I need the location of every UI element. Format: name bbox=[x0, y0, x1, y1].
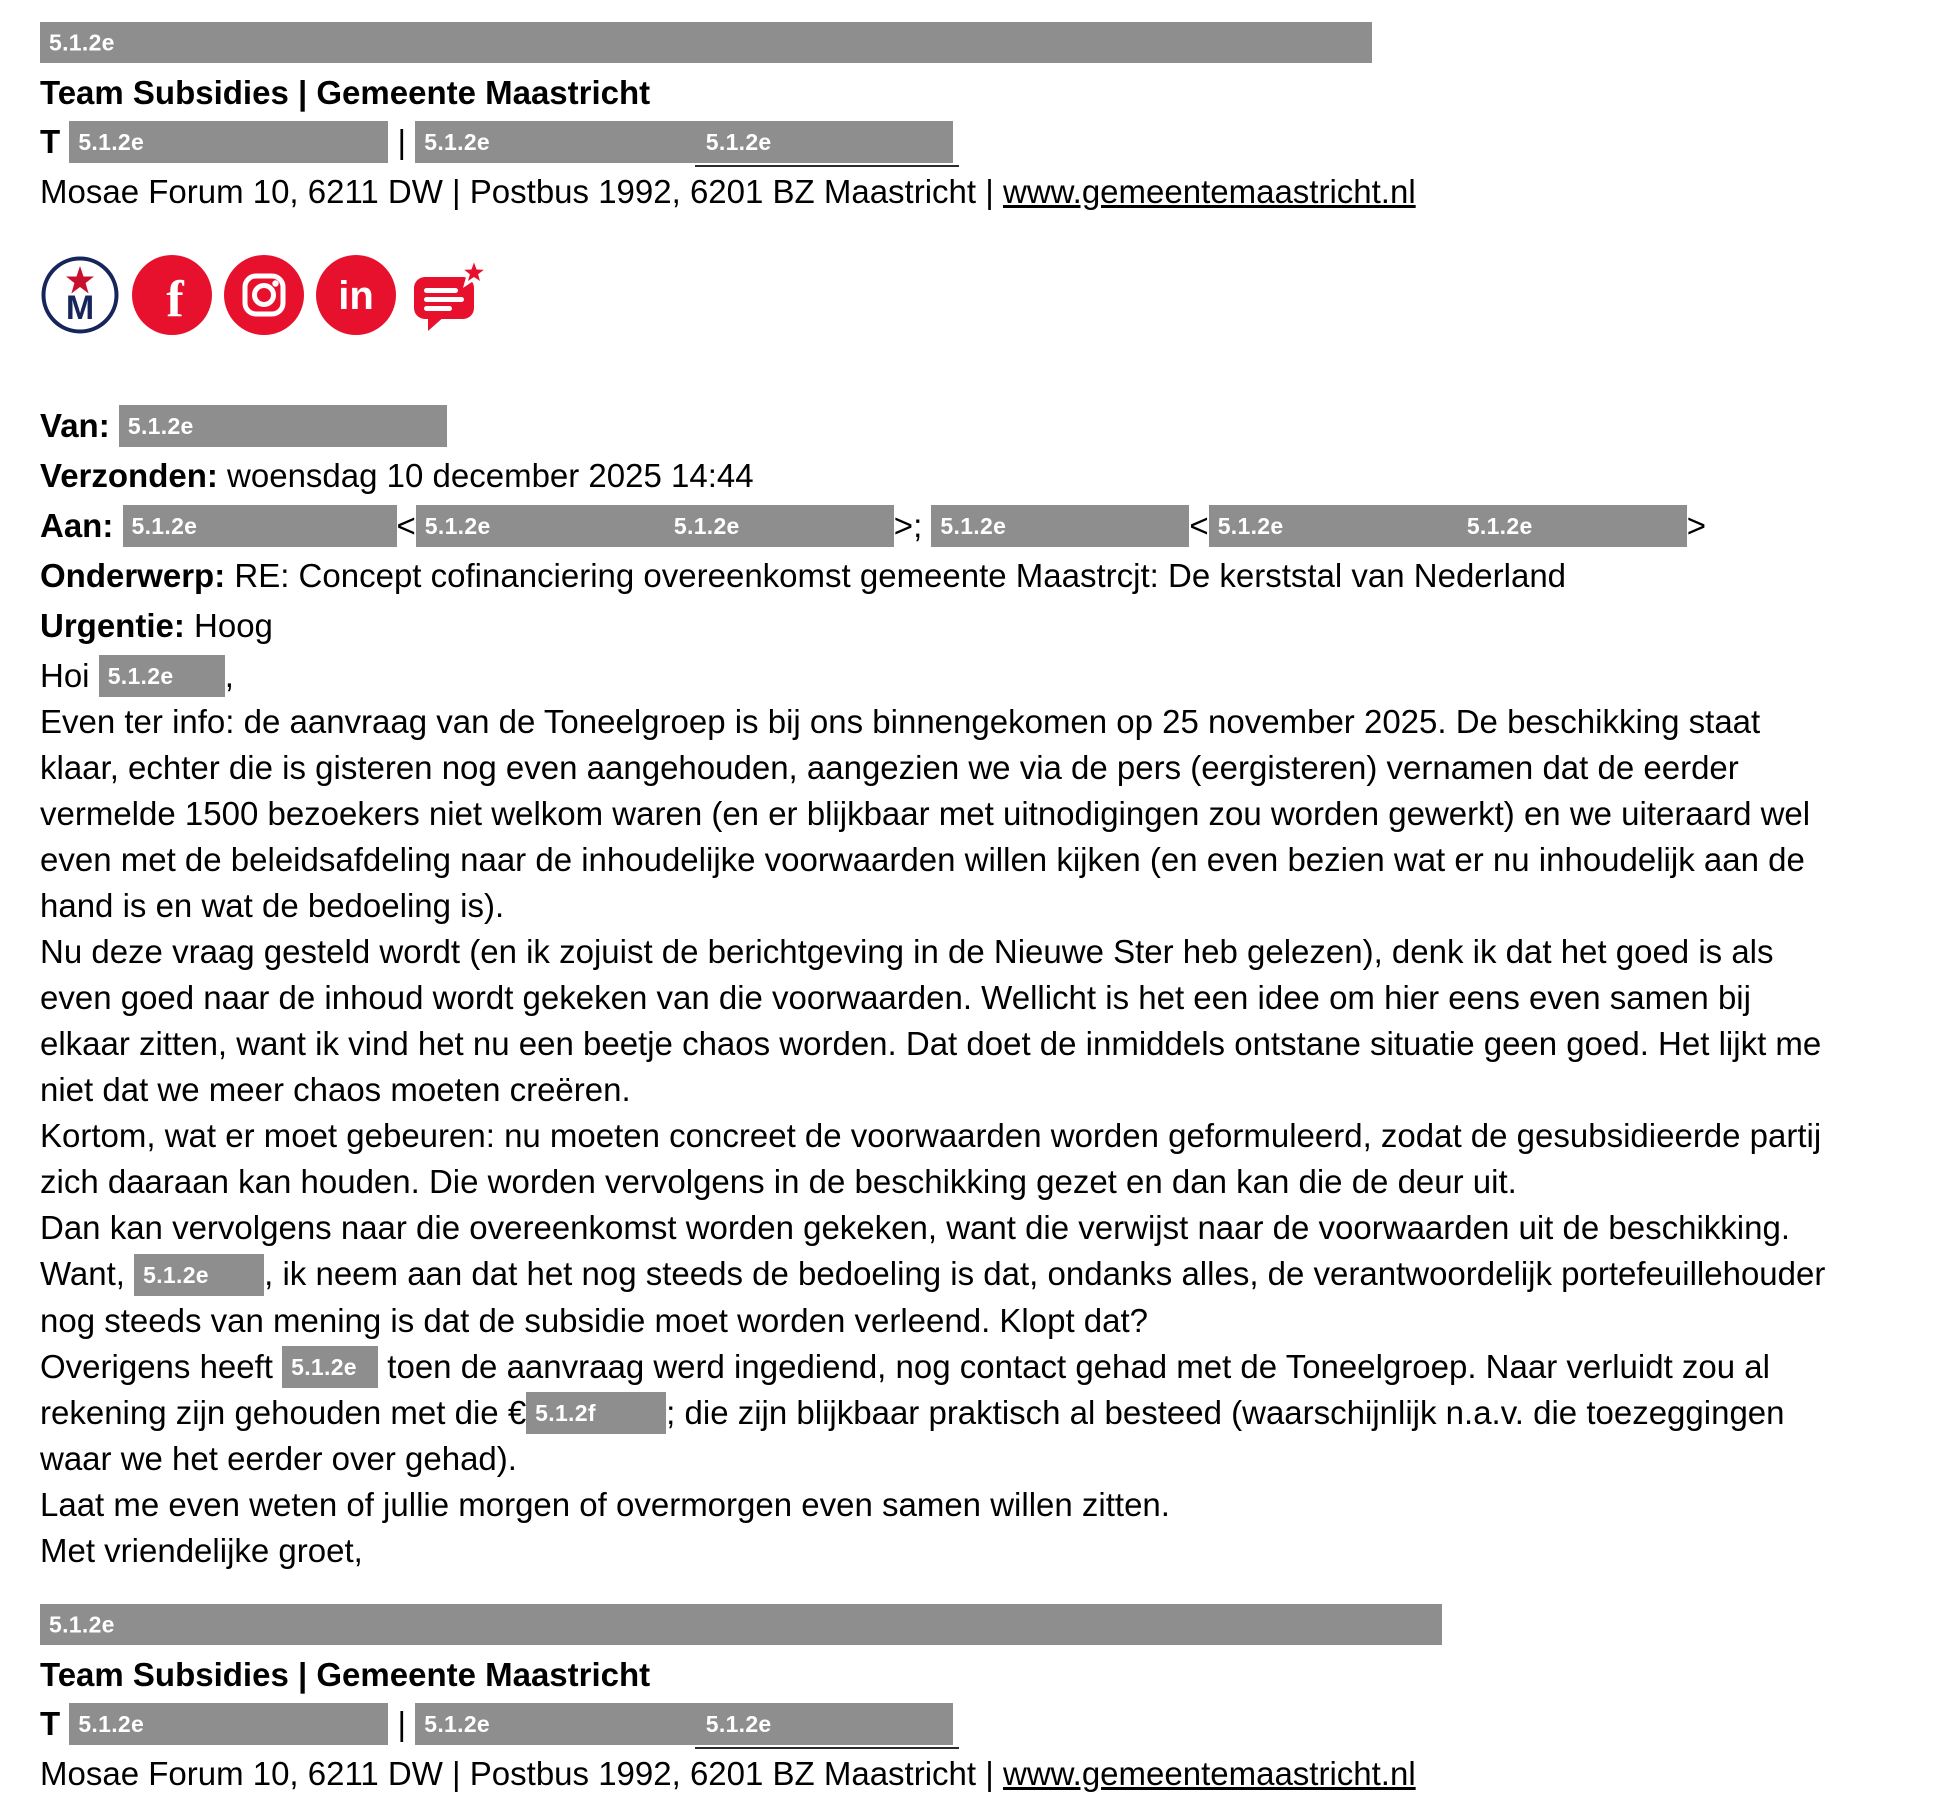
body-paragraph: Overigens heeft 5.1.2e toen de aanvraag werd ingediend, nog contact gehad met de Toneelgroep. Naar verluidt zou al rekening zijn gehouden met die € 5.1.2f ; die zijn blijkbaar praktisch al besteed (waarschijnlijk n.a.v. die toezeggingen waar we het eerder over gehad). bbox=[40, 1344, 1844, 1483]
angle-close: > bbox=[1686, 507, 1706, 544]
redaction-box: 5.1.2e bbox=[123, 505, 397, 547]
redaction-code: 5.1.2e bbox=[49, 1611, 115, 1638]
van-label: Van: bbox=[40, 407, 110, 444]
redaction-box: 5.1.2e bbox=[69, 1703, 388, 1745]
org-line: Team Subsidies | Gemeente Maastricht bbox=[40, 1656, 651, 1694]
address-line bbox=[40, 167, 1904, 217]
instagram-icon[interactable] bbox=[224, 255, 304, 335]
redaction-box-inline bbox=[99, 655, 225, 697]
redaction-box-inline bbox=[526, 1392, 666, 1434]
address-line bbox=[40, 1749, 1904, 1796]
body-paragraph: Hoi 5.1.2e , bbox=[40, 653, 1844, 699]
urgentie-label: Urgentie: bbox=[40, 607, 185, 644]
body-paragraph: Laat me even weten of jullie morgen of overmorgen even samen willen zitten. bbox=[40, 1486, 1170, 1524]
onderwerp-value: RE: Concept cofinanciering overeenkomst gemeente Maastrcjt: De kerststal van Nederland bbox=[234, 557, 1567, 594]
header-onderwerp bbox=[40, 551, 1904, 601]
website-link[interactable]: www.gemeentemaastricht.nl bbox=[1002, 173, 1416, 210]
linkedin-letters: in bbox=[338, 274, 374, 318]
separator: | bbox=[397, 123, 407, 160]
phone-line bbox=[40, 117, 1904, 167]
address-text: Mosae Forum 10, 6211 DW | Postbus 1992, 6201 BZ Maastricht | bbox=[40, 1755, 1003, 1793]
angle-open: < bbox=[396, 507, 416, 544]
header-urgentie bbox=[40, 601, 1904, 651]
redaction-box: 5.1.2e 5.1.2e bbox=[415, 1703, 953, 1745]
body-paragraph: Nu deze vraag gesteld wordt (en ik zojuist de berichtgeving in de Nieuwe Ster heb gelezen), denk ik dat het goed is als even goed naar de inhoud wordt gekeken van die voorwaarden. Wellicht is het een idee om hier eens even samen bij elkaar zitten, want ik vind het nu een beetje chaos worden. Dat doet de inmiddels ontstane situatie geen goed. Het lijkt me niet dat we meer chaos moeten creëren. bbox=[40, 933, 1822, 1109]
body-paragraph: Kortom, wat er moet gebeuren: nu moeten concreet de voorwaarden worden geformuleerd, zodat de gesubsidieerde partij zich daaraan kan houden. Die worden vervolgens in de beschikking gezet en dan kan die de deur uit. bbox=[40, 1117, 1822, 1201]
body-paragraph: Even ter info: de aanvraag van de Toneelgroep is bij ons binnengekomen op 25 november 2025. De beschikking staat klaar, echter die is gisteren nog even aangehouden, aangezien we via de pers (eergisteren) vernamen dat de eerder vermelde 1500 bezoekers niet welkom waren (en er blijkbaar met uitnodigingen zou worden gewerkt) en we uiteraard wel even met de beleidsafdeling naar de inhoudelijke voorwaarden willen kijken (en even bezien wat er nu inhoudelijk aan de hand is en wat de bedoeling is). bbox=[40, 703, 1811, 925]
redaction-code: 5.1.2e bbox=[107, 663, 174, 690]
header-van bbox=[40, 401, 1904, 451]
redaction-box: 5.1.2e bbox=[931, 505, 1189, 547]
redaction-box: 5.1.2e 5.1.2e bbox=[1209, 505, 1687, 547]
header-aan bbox=[40, 501, 1904, 551]
redaction-code: 5.1.2e bbox=[291, 1353, 357, 1380]
verzonden-label: Verzonden: bbox=[40, 457, 218, 494]
redaction-bar bbox=[40, 22, 1372, 63]
phone-prefix: T bbox=[40, 123, 61, 160]
org-line: Team Subsidies | Gemeente Maastricht bbox=[40, 74, 651, 111]
onderwerp-label: Onderwerp: bbox=[40, 557, 226, 594]
verzonden-value: woensdag 10 december 2025 14:44 bbox=[227, 457, 754, 494]
mail-headers bbox=[40, 401, 1904, 651]
redaction-box: 5.1.2e bbox=[119, 405, 447, 447]
social-icons-row bbox=[40, 253, 1904, 337]
angle-open: < bbox=[1189, 507, 1209, 544]
separator: | bbox=[397, 1705, 407, 1743]
review-chat-icon[interactable] bbox=[408, 255, 496, 335]
maastricht-logo-icon[interactable] bbox=[40, 255, 120, 335]
redaction-code: 5.1.2e bbox=[143, 1261, 209, 1288]
body-paragraph: Want, 5.1.2e , ik neem aan dat het nog steeds de bedoeling is dat, ondanks alles, de verantwoordelijk portefeuillehouder nog steeds van mening is dat de subsidie moet worden verleend. Klopt dat? bbox=[40, 1251, 1844, 1343]
body-paragraph: Met vriendelijke groet, bbox=[40, 1532, 363, 1570]
address-text: Mosae Forum 10, 6211 DW | Postbus 1992, 6201 BZ Maastricht | bbox=[40, 173, 1003, 210]
redaction-box: 5.1.2e 5.1.2e bbox=[415, 121, 953, 163]
redaction-bar bbox=[40, 1604, 1442, 1645]
phone-prefix: T bbox=[40, 1705, 61, 1743]
website-link[interactable]: www.gemeentemaastricht.nl bbox=[1002, 1755, 1416, 1793]
facebook-icon[interactable] bbox=[132, 255, 212, 335]
redaction-code: 5.1.2e bbox=[49, 29, 115, 55]
angle-close-semi: >; bbox=[893, 507, 923, 544]
redaction-box: 5.1.2e bbox=[69, 121, 388, 163]
facebook-letter: f bbox=[166, 271, 184, 328]
logo-letter: M bbox=[65, 289, 95, 327]
linkedin-icon[interactable] bbox=[316, 255, 396, 335]
redaction-code: 5.1.2f bbox=[535, 1400, 596, 1427]
aan-label: Aan: bbox=[40, 507, 114, 544]
redaction-box-inline bbox=[282, 1346, 378, 1388]
phone-line bbox=[40, 1699, 1904, 1749]
redaction-box: 5.1.2e 5.1.2e bbox=[416, 505, 894, 547]
email-body bbox=[40, 653, 1844, 1574]
redaction-box-inline bbox=[134, 1254, 264, 1296]
body-paragraph: Dan kan vervolgens naar die overeenkomst worden gekeken, want die verwijst naar de voorwaarden uit de beschikking. bbox=[40, 1209, 1790, 1247]
header-verzonden bbox=[40, 451, 1904, 501]
signature-bottom bbox=[40, 1604, 1904, 1796]
urgentie-value: Hoog bbox=[194, 607, 273, 644]
